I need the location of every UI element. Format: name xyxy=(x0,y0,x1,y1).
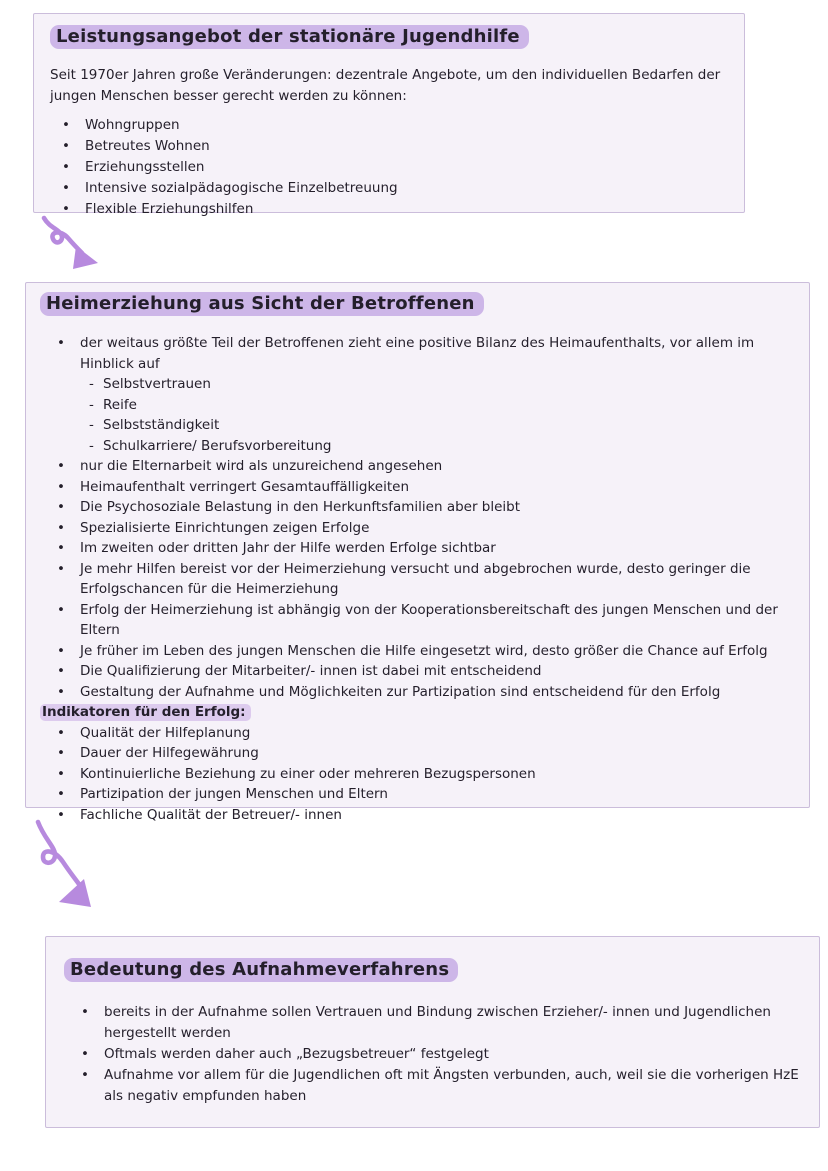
bullet-marker xyxy=(57,641,65,662)
list-item xyxy=(40,764,795,785)
bullet-marker xyxy=(57,784,65,805)
bullet-marker xyxy=(57,497,65,518)
bullet-marker xyxy=(57,477,65,498)
list-item: • Oftmals werden daher auch „Bezugsbetreuer“ festgelegt xyxy=(64,1044,801,1065)
list-item: • Betreutes Wohnen xyxy=(50,136,728,157)
list-item xyxy=(40,743,795,764)
item-text: Partizipation der jungen Menschen und Eltern xyxy=(80,786,388,802)
list-item xyxy=(40,477,795,498)
item-text: Spezialisierte Einrichtungen zeigen Erfolge xyxy=(80,519,370,536)
item-text: Schulkarriere/ Berufsvorbereitung xyxy=(103,437,332,454)
item-text: Die Psychosoziale Belastung in den Herkunftsfamilien aber bleibt xyxy=(80,499,521,515)
list-item: • Wohngruppen xyxy=(50,115,728,136)
list-item xyxy=(40,436,795,457)
item-text: der weitaus größte Teil der Betroffenen zieht eine positive Bilanz des Heimaufenthalts, vor allem im Hinblick auf xyxy=(80,335,755,372)
bullet-marker xyxy=(89,436,94,457)
bullet-marker xyxy=(57,682,65,703)
item-text: Fachliche Qualität der Betreuer/- innen xyxy=(80,806,342,823)
list-item xyxy=(40,600,795,641)
list-item: • Erziehungsstellen xyxy=(50,157,728,178)
item-text: Reife xyxy=(103,396,137,413)
bullet-marker xyxy=(57,333,65,354)
bullet-marker xyxy=(57,723,65,744)
list-item xyxy=(40,682,795,703)
list-item xyxy=(40,702,795,723)
list-item xyxy=(40,538,795,559)
item-text: Selbstvertrauen xyxy=(103,376,211,392)
title-highlight: Heimerziehung aus Sicht der Betroffenen xyxy=(40,292,484,316)
bullet-marker xyxy=(89,415,94,436)
list-item xyxy=(40,374,795,395)
bullet-marker xyxy=(57,743,65,764)
bullet-marker xyxy=(57,600,65,621)
item-text: Die Qualifizierung der Mitarbeiter/- innen ist dabei mit entscheidend xyxy=(80,663,542,679)
list-item xyxy=(40,723,795,744)
item-list xyxy=(40,333,795,825)
item-text: Je mehr Hilfen bereist vor der Heimerziehung versucht und abgebrochen wurde, desto geringer die Erfolgschancen für die Heimerziehung xyxy=(80,560,751,597)
curved-arrow-icon xyxy=(36,215,102,275)
section-heimerziehung xyxy=(25,282,810,823)
item-text: Gestaltung der Aufnahme und Möglichkeiten zur Partizipation sind entscheidend für den Erfolg xyxy=(80,683,721,700)
list-item xyxy=(40,415,795,436)
list-item: • Intensive sozialpädagogische Einzelbetreuung xyxy=(50,178,728,199)
item-text: Dauer der Hilfegewährung xyxy=(80,745,259,761)
bullet-list xyxy=(64,1002,801,1107)
list-item xyxy=(40,661,795,682)
section-title xyxy=(50,24,728,50)
bullet-marker xyxy=(57,518,65,539)
bullet-marker xyxy=(89,395,94,416)
item-text: Indikatoren für den Erfolg: xyxy=(40,704,251,721)
item-text: Im zweiten oder dritten Jahr der Hilfe werden Erfolge sichtbar xyxy=(80,540,496,556)
bullet-marker xyxy=(57,764,65,785)
list-item xyxy=(40,559,795,600)
list-item: • Flexible Erziehungshilfen xyxy=(50,199,728,220)
list-item xyxy=(40,333,795,374)
item-text: nur die Elternarbeit wird als unzureichend angesehen xyxy=(80,458,443,474)
list-item: • bereits in der Aufnahme sollen Vertrauen und Bindung zwischen Erzieher/- innen und Jugendlichen hergestellt werden xyxy=(64,1002,801,1044)
bullet-marker xyxy=(57,559,65,580)
section-aufnahmeverfahren xyxy=(45,936,820,1128)
item-text: Qualität der Hilfeplanung xyxy=(80,724,251,741)
item-text: Kontinuierliche Beziehung zu einer oder mehreren Bezugspersonen xyxy=(80,765,536,782)
item-text: Je früher im Leben des jungen Menschen die Hilfe eingesetzt wird, desto größer die Chance auf Erfolg xyxy=(80,642,768,659)
list-item xyxy=(40,784,795,805)
list-item xyxy=(40,805,795,826)
curved-arrow-icon xyxy=(26,818,98,918)
section-intro: Seit 1970er Jahren große Veränderungen: dezentrale Angebote, um den individuellen Bedarfen der jungen Menschen besser gerecht werden zu können: xyxy=(50,67,721,104)
item-text: Selbstständigkeit xyxy=(103,417,220,433)
section-leistungsangebot xyxy=(33,13,745,217)
list-item xyxy=(40,456,795,477)
item-text: Erfolg der Heimerziehung ist abhängig von der Kooperationsbereitschaft des jungen Menschen und der Eltern xyxy=(80,601,778,638)
list-item xyxy=(40,497,795,518)
section-title xyxy=(40,291,795,317)
list-item xyxy=(40,395,795,416)
item-text: Heimaufenthalt verringert Gesamtauffälligkeiten xyxy=(80,478,410,495)
bullet-marker xyxy=(57,456,65,477)
title-highlight: Bedeutung des Aufnahmeverfahrens xyxy=(64,958,458,982)
list-item xyxy=(40,518,795,539)
bullet-marker xyxy=(57,538,65,559)
list-item xyxy=(40,641,795,662)
section-title xyxy=(64,957,801,983)
bullet-marker xyxy=(57,661,65,682)
bullet-list xyxy=(50,115,728,220)
title-highlight: Leistungsangebot der stationäre Jugendhilfe xyxy=(50,25,529,49)
bullet-marker xyxy=(89,374,94,395)
list-item: • Aufnahme vor allem für die Jugendlichen oft mit Ängsten verbunden, auch, weil sie die vorherigen HzE als negativ empfunden haben xyxy=(64,1065,801,1107)
